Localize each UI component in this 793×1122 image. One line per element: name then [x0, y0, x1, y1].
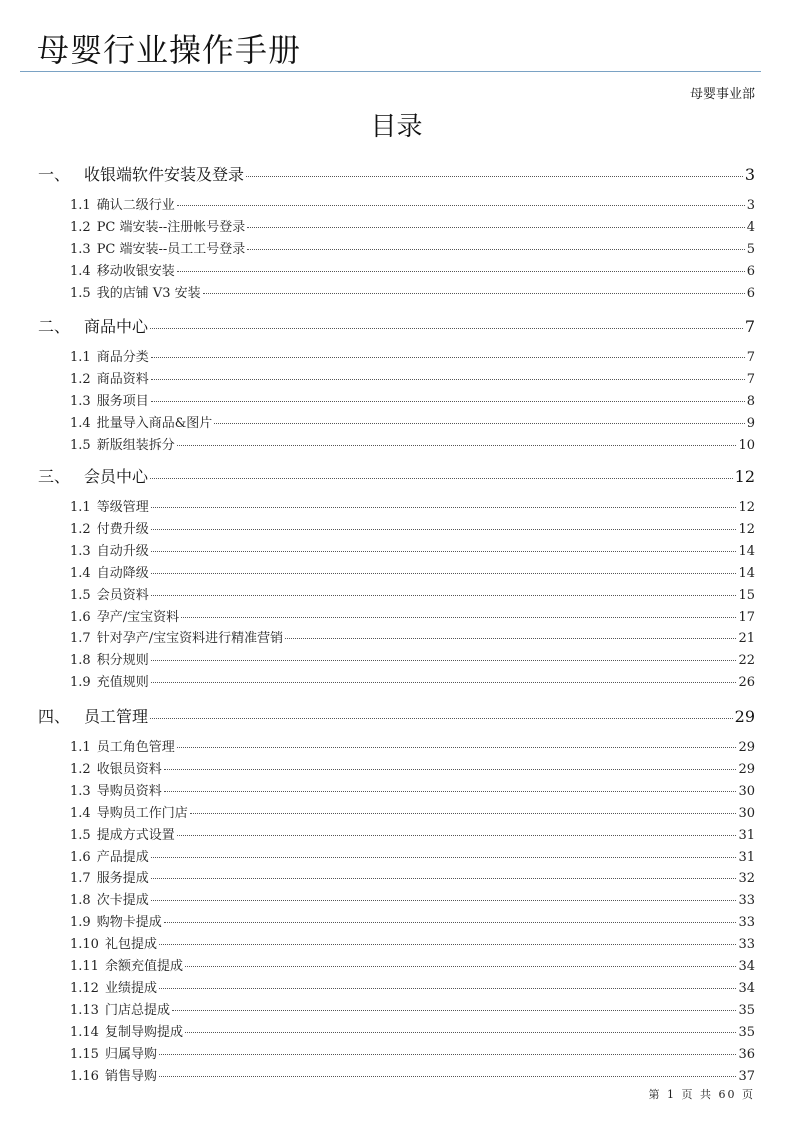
toc-item-entry[interactable]: [70, 867, 755, 885]
dot-leader: [285, 638, 736, 639]
toc-section-entry[interactable]: [38, 314, 755, 336]
item-number: 1.4: [70, 565, 91, 581]
toc-item-entry[interactable]: [70, 846, 755, 864]
toc-item-entry[interactable]: [70, 1043, 755, 1061]
toc-item-entry[interactable]: [70, 518, 755, 536]
item-number: 1.12: [70, 980, 99, 996]
page-footer: 第 1 页 共 60 页: [648, 1088, 755, 1101]
toc-item-entry[interactable]: [70, 999, 755, 1017]
item-number: 1.8: [70, 893, 91, 909]
toc-item-entry[interactable]: [70, 933, 755, 951]
dot-leader: [151, 507, 737, 508]
page-number: 12: [734, 467, 755, 486]
item-title: 商品资料: [96, 371, 149, 387]
dot-leader: [164, 922, 737, 923]
page-number: 36: [738, 1046, 755, 1062]
page-number: 22: [738, 653, 755, 669]
toc-item-entry[interactable]: [70, 260, 755, 278]
item-title: 我的店铺 V3 安装: [96, 285, 201, 301]
item-number: 1.14: [70, 1024, 99, 1040]
item-number: 1.7: [70, 871, 91, 887]
dot-leader: [246, 176, 743, 177]
item-number: 1.4: [70, 263, 91, 279]
dot-leader: [181, 617, 736, 618]
item-title: 导购员资料: [96, 783, 162, 799]
toc-item-entry[interactable]: [70, 412, 755, 430]
toc-section-entry[interactable]: [38, 464, 755, 486]
item-title: 门店总提成: [104, 1002, 170, 1018]
dot-leader: [150, 478, 733, 479]
item-number: 1.2: [70, 761, 91, 777]
page-number: 34: [738, 959, 755, 974]
toc-item-entry[interactable]: [70, 671, 755, 689]
dot-leader: [247, 227, 744, 228]
item-title: 业绩提成: [104, 980, 157, 996]
dot-leader: [177, 271, 745, 272]
toc-item-entry[interactable]: [70, 627, 755, 645]
dot-leader: [151, 660, 737, 661]
dot-leader: [151, 551, 737, 552]
toc-item-entry[interactable]: [70, 824, 755, 842]
section-title: 收银端软件安装及登录: [84, 165, 245, 184]
dot-leader: [150, 328, 743, 329]
item-number: 1.5: [70, 827, 91, 843]
dot-leader: [151, 529, 737, 530]
item-number: 1.2: [70, 521, 91, 537]
page-number: 32: [738, 871, 755, 887]
item-title: 自动升级: [96, 543, 149, 559]
page-number: 33: [738, 937, 755, 953]
toc-item-entry[interactable]: [70, 780, 755, 798]
item-number: 1.8: [70, 653, 91, 669]
toc-item-entry[interactable]: [70, 1065, 755, 1083]
page-number: 33: [738, 893, 755, 909]
dot-leader: [159, 1054, 736, 1055]
page-number: 26: [738, 675, 755, 691]
item-number: 1.16: [70, 1068, 99, 1084]
dot-leader: [151, 878, 737, 879]
toc-item-entry[interactable]: [70, 390, 755, 408]
item-number: 1.1: [70, 500, 91, 515]
document-title: 母婴行业操作手册: [37, 31, 302, 69]
dot-leader: [151, 379, 745, 380]
page-number: 30: [738, 783, 755, 799]
item-title: 充值规则: [96, 675, 149, 691]
section-title: 员工管理: [84, 707, 149, 726]
toc-item-entry[interactable]: [70, 562, 755, 580]
dot-leader: [151, 401, 745, 402]
dot-leader: [164, 769, 737, 770]
toc-item-entry[interactable]: [70, 540, 755, 558]
item-title: 自动降级: [96, 565, 149, 581]
page-number: 29: [734, 707, 755, 726]
item-title: PC 端安装--员工工号登录: [96, 241, 246, 257]
page-number: 30: [738, 805, 755, 821]
item-number: 1.15: [70, 1046, 99, 1062]
item-number: 1.11: [70, 959, 99, 974]
page-number: 34: [738, 980, 755, 996]
item-title: 产品提成: [96, 849, 149, 865]
item-title: PC 端安装--注册帐号登录: [96, 219, 246, 235]
toc-item-entry[interactable]: [70, 584, 755, 602]
section-number: 二、: [38, 317, 71, 336]
item-title: 批量导入商品&图片: [96, 415, 213, 431]
page-number: 31: [738, 849, 755, 865]
dot-leader: [164, 791, 737, 792]
toc-item-entry[interactable]: [70, 346, 755, 364]
item-title: 移动收银安装: [96, 263, 175, 279]
section-number: 一、: [38, 165, 71, 184]
item-number: 1.3: [70, 393, 91, 409]
section-title: 商品中心: [84, 317, 149, 336]
page-number: 5: [746, 241, 755, 257]
page-number: 12: [738, 521, 755, 537]
page-number: 3: [746, 198, 755, 213]
dot-leader: [151, 573, 737, 574]
toc-item-entry[interactable]: [70, 649, 755, 667]
item-title: 提成方式设置: [96, 827, 175, 843]
page-number: 21: [738, 631, 755, 647]
page-number: 14: [738, 543, 755, 559]
toc-item-entry[interactable]: [70, 955, 755, 973]
page-number: 17: [738, 609, 755, 625]
item-number: 1.3: [70, 783, 91, 799]
dot-leader: [247, 249, 744, 250]
item-title: 次卡提成: [96, 893, 149, 909]
page-number: 6: [746, 263, 755, 279]
item-number: 1.10: [70, 937, 99, 953]
page-number: 31: [738, 827, 755, 843]
dot-leader: [159, 988, 736, 989]
page-number: 15: [738, 587, 755, 603]
dot-leader: [151, 857, 737, 858]
item-title: 等级管理: [96, 500, 149, 515]
header-divider: [20, 71, 761, 72]
item-title: 归属导购: [104, 1046, 157, 1062]
page-number: 12: [738, 500, 755, 515]
toc-section-entry[interactable]: [38, 704, 755, 726]
toc-item-entry[interactable]: [70, 606, 755, 624]
toc-title: 目录: [370, 112, 423, 142]
item-number: 1.2: [70, 219, 91, 235]
page-number: 7: [746, 350, 755, 365]
page-number: 7: [744, 317, 755, 336]
item-title: 导购员工作门店: [96, 805, 188, 821]
item-number: 1.3: [70, 241, 91, 257]
item-title: 付费升级: [96, 521, 149, 537]
item-number: 1.9: [70, 915, 91, 931]
dot-leader: [214, 423, 744, 424]
item-number: 1.6: [70, 609, 91, 625]
item-number: 1.3: [70, 543, 91, 559]
page-number: 10: [738, 437, 755, 453]
item-number: 1.1: [70, 198, 91, 213]
item-title: 孕产/宝宝资料: [96, 609, 180, 625]
dot-leader: [151, 900, 737, 901]
page-number: 33: [738, 915, 755, 931]
toc-item-entry[interactable]: [70, 977, 755, 995]
page-number: 29: [738, 740, 755, 755]
toc-section-entry[interactable]: [38, 162, 755, 184]
page-number: 3: [744, 165, 755, 184]
item-title: 购物卡提成: [96, 915, 162, 931]
item-number: 1.13: [70, 1002, 99, 1018]
item-title: 针对孕产/宝宝资料进行精准营销: [96, 631, 284, 647]
item-number: 1.5: [70, 437, 91, 453]
dot-leader: [159, 944, 736, 945]
item-number: 1.6: [70, 849, 91, 865]
item-number: 1.4: [70, 415, 91, 431]
toc-item-entry[interactable]: [70, 282, 755, 300]
item-title: 服务项目: [96, 393, 149, 409]
department-label: 母婴事业部: [689, 87, 755, 102]
item-number: 1.7: [70, 631, 91, 647]
toc-item-entry[interactable]: [70, 1021, 755, 1039]
item-title: 会员资料: [96, 587, 149, 603]
dot-leader: [151, 357, 745, 358]
toc-item-entry[interactable]: [70, 736, 755, 754]
toc-item-entry[interactable]: [70, 496, 755, 514]
item-title: 复制导购提成: [104, 1024, 183, 1040]
dot-leader: [185, 966, 736, 967]
item-title: 商品分类: [96, 350, 149, 365]
item-title: 积分规则: [96, 653, 149, 669]
page-number: 8: [746, 393, 755, 409]
toc-item-entry[interactable]: [70, 434, 755, 452]
item-title: 服务提成: [96, 871, 149, 887]
toc-item-entry[interactable]: [70, 238, 755, 256]
page-number: 6: [746, 285, 755, 301]
dot-leader: [185, 1032, 736, 1033]
toc-item-entry[interactable]: [70, 368, 755, 386]
page-number: 9: [746, 415, 755, 431]
toc-item-entry[interactable]: [70, 889, 755, 907]
dot-leader: [177, 835, 737, 836]
item-number: 1.4: [70, 805, 91, 821]
dot-leader: [172, 1010, 736, 1011]
page-number: 14: [738, 565, 755, 581]
page-number: 35: [738, 1024, 755, 1040]
page-number: 7: [746, 371, 755, 387]
dot-leader: [177, 747, 737, 748]
item-number: 1.5: [70, 285, 91, 301]
toc-item-entry[interactable]: [70, 802, 755, 820]
item-number: 1.1: [70, 740, 91, 755]
dot-leader: [190, 813, 737, 814]
item-title: 收银员资料: [96, 761, 162, 777]
dot-leader: [203, 293, 745, 294]
dot-leader: [177, 205, 745, 206]
page-number: 35: [738, 1002, 755, 1018]
item-number: 1.2: [70, 371, 91, 387]
item-title: 确认二级行业: [96, 198, 175, 213]
dot-leader: [150, 718, 733, 719]
item-number: 1.9: [70, 675, 91, 691]
page-number: 4: [746, 219, 755, 235]
toc-item-entry[interactable]: [70, 216, 755, 234]
dot-leader: [151, 682, 737, 683]
item-number: 1.5: [70, 587, 91, 603]
page-number: 37: [738, 1068, 755, 1084]
item-title: 礼包提成: [104, 937, 157, 953]
item-title: 员工角色管理: [96, 740, 175, 755]
section-title: 会员中心: [84, 467, 149, 486]
item-title: 销售导购: [104, 1068, 157, 1084]
item-number: 1.1: [70, 350, 91, 365]
item-title: 余额充值提成: [104, 959, 183, 974]
item-title: 新版组装拆分: [96, 437, 175, 453]
section-number: 四、: [38, 707, 71, 726]
toc-item-entry[interactable]: [70, 911, 755, 929]
page-number: 29: [738, 761, 755, 777]
toc-item-entry[interactable]: [70, 194, 755, 212]
dot-leader: [177, 445, 737, 446]
section-number: 三、: [38, 467, 71, 486]
toc-item-entry[interactable]: [70, 758, 755, 776]
dot-leader: [159, 1076, 736, 1077]
dot-leader: [151, 595, 737, 596]
